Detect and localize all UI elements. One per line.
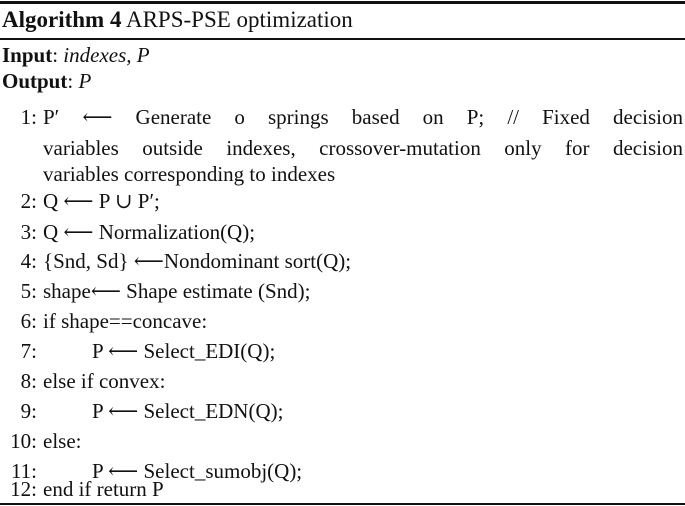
step-text: {Snd, Sd} ⟵Nondominant sort(Q); — [43, 249, 352, 273]
step-number: 2: — [20, 189, 37, 213]
top-rule — [0, 1, 685, 4]
step-text — [43, 104, 683, 130]
step-text: shape⟵ Shape estimate (Snd); — [43, 279, 311, 303]
word: outside — [142, 136, 203, 160]
step-1-continuation-2: variables corresponding to indexes — [43, 162, 336, 186]
word: P′ — [43, 105, 60, 129]
header-rule — [0, 38, 685, 40]
step-number: 11: — [10, 459, 37, 483]
step-text: P ⟵ Select_sumobj(Q); — [92, 459, 303, 483]
step-number: 7: — [20, 339, 37, 363]
input-value: indexes, P — [63, 43, 150, 67]
word: for — [565, 136, 590, 160]
word: on — [422, 105, 444, 129]
output-value: P — [78, 69, 92, 93]
input-line: Input: indexes, P — [2, 43, 150, 67]
step-text: P ⟵ Select_EDI(Q); — [92, 339, 276, 363]
step-number: 4: — [20, 249, 37, 273]
algorithm-name: ARPS-PSE optimization — [125, 7, 353, 32]
step-text: P ⟵ Select_EDN(Q); — [92, 399, 284, 423]
word: variables — [43, 136, 119, 160]
step-number: 12: — [10, 477, 37, 501]
step-number: 10: — [10, 429, 37, 453]
word: ⟵ — [82, 105, 113, 129]
step-text: else: — [43, 429, 82, 453]
input-label: Input — [2, 43, 53, 67]
step-number: 3: — [20, 220, 37, 244]
step-text: else if convex: — [43, 369, 166, 393]
output-label: Output — [2, 69, 68, 93]
word: based — [351, 105, 400, 129]
step-text: if shape==concave: — [43, 309, 208, 333]
step-number: 1: — [20, 105, 37, 129]
step-text: Q ⟵ Normalization(Q); — [43, 220, 256, 244]
step-number: 8: — [20, 369, 37, 393]
step-1-continuation — [43, 135, 683, 161]
word: o — [234, 105, 245, 129]
word: decision — [613, 105, 683, 129]
step-number: 9: — [20, 399, 37, 423]
word: Generate — [135, 105, 212, 129]
word: only — [504, 136, 542, 160]
word: indexes, — [226, 136, 296, 160]
word: springs — [267, 105, 329, 129]
algorithm-title — [2, 6, 353, 34]
step-text: Q ⟵ P ∪ P′; — [43, 189, 160, 213]
word: Fixed — [542, 105, 590, 129]
word: decision — [612, 136, 683, 160]
word: P; — [466, 105, 485, 129]
word: // — [507, 105, 519, 129]
word: crossover-mutation — [319, 136, 481, 160]
bottom-rule — [0, 503, 685, 505]
step-text: end if return P — [43, 477, 164, 501]
algorithm-label: Algorithm 4 — [2, 7, 122, 32]
step-number: 6: — [20, 309, 37, 333]
output-line: Output: P — [2, 69, 92, 93]
step-number: 5: — [20, 279, 37, 303]
